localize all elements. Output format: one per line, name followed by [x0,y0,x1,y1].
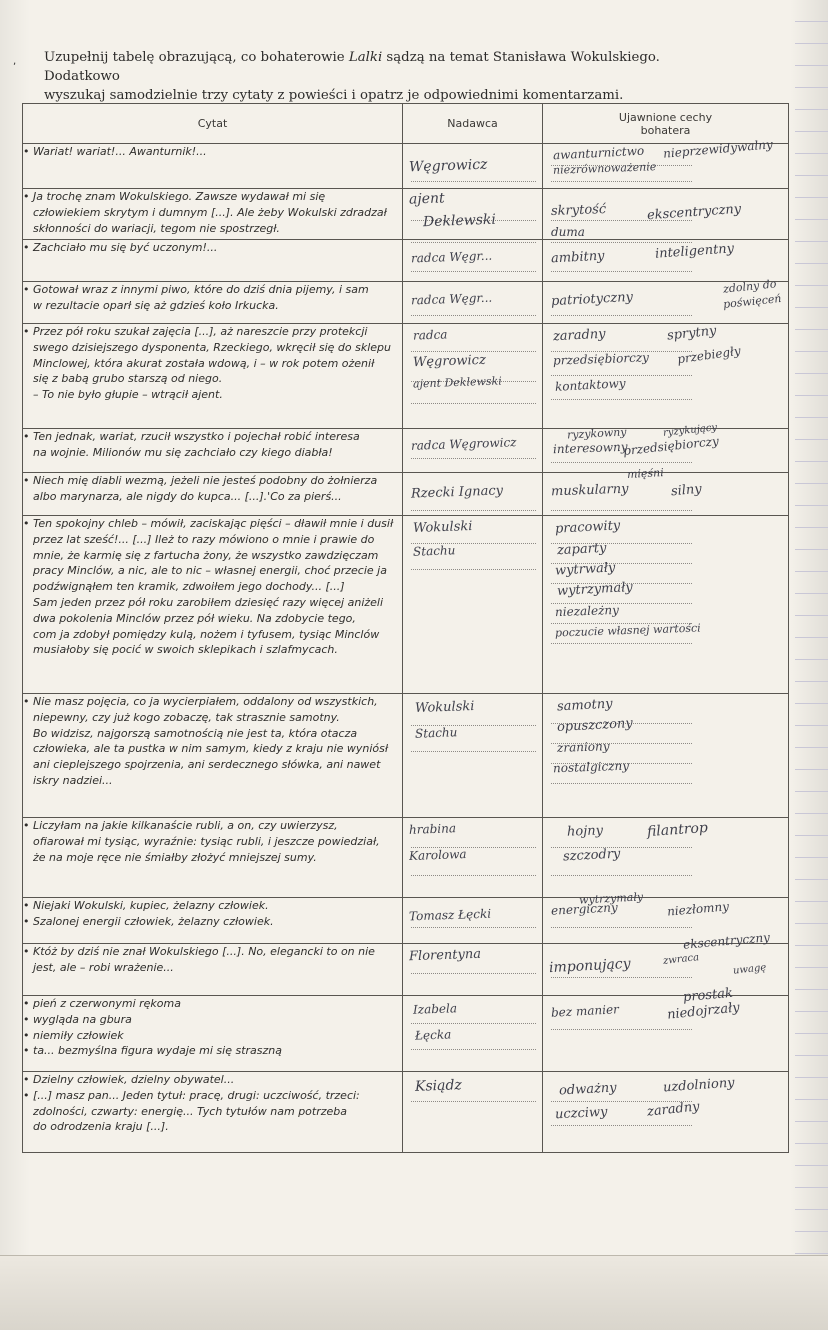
quote-line [23,741,402,757]
quote-line [23,473,402,489]
traits-cell [543,930,789,996]
sender-cell [403,144,543,189]
trait-handwriting: wytrzymały [578,890,644,907]
quote-text: Wariat! wariat!... Awanturnik!... [33,145,207,158]
quote-text: musiałoby się pocić w swoich sklepikach i szlafmycach. [33,643,338,657]
quote-text: Ten spokojny chleb – mówił, zaciskając pięści – dławił mnie i dusił [33,517,394,530]
sender-cell [403,189,543,240]
table-row [23,996,789,1072]
trait-handwriting: imponujący [548,955,631,977]
quote-line [23,205,402,221]
sender-handwriting: hrabina [408,821,457,837]
traits-cell [543,422,789,473]
quote-line [23,834,402,850]
trait-handwriting: uczciwy [554,1104,608,1123]
sender-cell [403,324,543,429]
trait-handwriting: wytrwały [554,560,616,579]
sender-handwriting: Tomasz Łęcki [408,906,492,924]
trait-handwriting: nostalgiczny [552,758,630,776]
quote-text: skłonności do wariacji, tegom nie spostrzegł. [33,221,280,235]
sender-cell [403,282,543,324]
quote-line [23,773,402,789]
trait-handwriting: kontaktowy [554,376,626,394]
sender-handwriting: Florentyna [408,946,482,965]
quote-line [23,850,402,866]
table-row [23,694,789,818]
trait-handwriting: zraniony [556,739,610,755]
sender-handwriting: ajent [408,190,445,208]
trait-handwriting: szczodry [562,846,621,865]
bullet-marker: • [23,899,30,912]
quote-cell [23,516,403,694]
quote-text: Gotował wraz z innymi piwo, które do dziś dnia pijemy, i sam [33,283,369,296]
traits-cell [543,277,789,324]
quote-text: człowiekiem skrytym i dumnym [...]. Ale żeby Wokulski zdradzał [33,205,387,219]
traits-cell [543,985,789,1072]
bullet-marker: • [23,1073,30,1086]
quote-line [23,340,402,356]
trait-handwriting: ryzykujący [662,422,718,439]
quote-text: Któż by dziś nie znał Wokulskiego [...]. No, elegancki to on nie [33,945,375,958]
trait-handwriting: skrytość [550,202,607,219]
sender-handwriting: Stachu [414,725,458,741]
quote-text: się z babą grubo starszą od niego. [33,372,223,386]
notebook-ruling [795,0,828,1329]
sender-handwriting: Deklewski [422,211,497,231]
quote-cell [23,240,403,282]
quote-line [23,189,402,205]
bullet-marker: • [23,145,30,158]
quote-line [23,710,402,726]
bullet-marker: • [23,1044,30,1058]
traits-cell [543,189,789,240]
page-bottom-edge [0,1255,828,1330]
traits-cell [543,324,789,429]
trait-handwriting: silny [670,481,703,500]
sender-handwriting: Rzecki Ignacy [410,483,504,502]
quote-cell [23,1072,403,1153]
trait-handwriting: zwraca [662,952,700,967]
quote-line [23,757,402,773]
trait-handwriting: muskularny [550,481,629,500]
bullet-marker: • [23,430,30,443]
quote-text: Niejaki Wokulski, kupiec, żelazny człowiek. [33,899,269,912]
sender-cell [403,996,543,1072]
quote-line [23,726,402,742]
bullet-marker: • [23,283,30,296]
quote-line [23,595,402,611]
traits-cell [543,137,789,189]
trait-handwriting: bez manier [550,1002,620,1020]
quote-line [23,611,402,627]
quote-text: Sam jeden przez pół roku zarobiłem dziesięć razy więcej aniżeli [33,595,384,609]
trait-handwriting: uzdolniony [662,1075,736,1096]
bullet-marker: • [23,517,30,530]
bullet-marker: • [23,945,30,958]
quote-line [23,1104,402,1120]
trait-handwriting: zaparty [556,540,607,559]
sender-handwriting: Węgrowicz [412,352,487,371]
instruction-book-title: Lalki [348,50,383,65]
quote-cell [23,324,403,429]
header-sender: Nadawca [403,104,543,144]
quote-line [23,489,402,505]
quote-line [23,324,402,340]
traits-cell [543,694,789,818]
quote-text: pień z czerwonymi rękoma [33,997,181,1010]
table-header-row [23,104,789,144]
quote-text: Nie masz pojęcia, co ja wycierpiałem, oddalony od wszystkich, [33,695,378,708]
traits-cell [543,240,789,282]
quote-line [23,1043,402,1059]
quote-text: podźwignąłem ten kramik, zdwoiłem jego dochody... [...] [33,580,345,594]
table-row [23,944,789,996]
instruction-line2: wyszukaj samodzielnie trzy cytaty z powieści i opatrz je odpowiednimi komentarzami. [44,88,624,103]
bullet-marker: • [23,325,30,338]
quote-text: dwa pokolenia Minclów przez pół wieku. Na zdobycie tego, [33,611,356,625]
header-traits-line1: Ujawnione cechy [618,110,713,124]
quote-text: wygląda na gbura [33,1012,132,1026]
quote-line [23,445,402,461]
trait-handwriting: niezrównoważenie [552,160,657,177]
sender-cell [403,240,543,282]
sender-handwriting: Ksiądz [414,1077,463,1095]
quote-text: swego dzisiejszego dysponenta, Rzeckiego, wkręcił się do sklepu [33,340,391,354]
sender-cell [403,1072,543,1153]
quote-line [23,818,402,834]
trait-handwriting: wytrzymały [556,580,634,599]
table-row [23,473,789,516]
table-row [23,144,789,189]
sender-handwriting: Stachu [412,543,456,559]
trait-handwriting: zaradny [552,326,606,345]
quote-text: Ja trochę znam Wokulskiego. Zawsze wydawał mi się [33,190,326,203]
quote-line [23,356,402,372]
table-row [23,818,789,898]
sender-handwriting: Węgrowicz [408,156,488,176]
table-row [23,282,789,324]
trait-handwriting: nieprzewidywalny [662,137,774,161]
quote-cell [23,429,403,473]
bullet-marker: • [23,241,30,254]
instruction-part2: sądzą na temat Stanisława Wokulskiego. Dodatkowo [44,50,660,84]
table-row [23,240,789,282]
trait-handwriting: awanturnictwo [552,143,645,163]
quote-cell [23,694,403,818]
sender-handwriting: Wokulski [412,518,473,537]
trait-handwriting: filantrop [646,819,709,841]
quote-text: Szalonej energii człowiek, żelazny człowiek. [33,914,274,928]
sender-cell [403,429,543,473]
trait-handwriting: patriotyczny [550,289,634,310]
quote-cell [23,473,403,516]
table-row [23,324,789,429]
quote-text: niemiły człowiek [33,1028,124,1042]
quote-text: Ten jednak, wariat, rzucił wszystko i pojechał robić interesa [33,430,360,443]
quote-text: ta... bezmyślna figura wydaje mi się straszną [33,1044,282,1058]
quote-text: ani cieplejszego spojrzenia, ani serdecznego słówka, ani nawet [33,758,381,772]
quote-line [23,694,402,710]
margin-mark: , [13,56,17,67]
quote-line [23,1072,402,1088]
quote-line [23,240,402,256]
sender-cell [403,694,543,818]
sender-handwriting: radca Węgr... [410,290,493,308]
quote-line [23,516,402,532]
quote-line [23,221,402,237]
bullet-marker: • [23,474,30,487]
quote-text: Dzielny człowiek, dzielny obywatel... [33,1073,235,1086]
quote-cell [23,818,403,898]
quote-cell [23,944,403,996]
sender-handwriting: Izabela [412,1001,458,1017]
quote-text: w rezultacie oparł się aż gdzieś koło Irkucka. [33,298,279,312]
quote-line [23,579,402,595]
sender-cell [403,473,543,516]
quote-cell [23,898,403,944]
quote-line [23,944,402,960]
trait-handwriting: zdolny do [722,277,777,296]
table-row [23,898,789,944]
task-instruction [44,48,724,105]
bullet-marker: • [23,1028,30,1042]
quote-cell [23,144,403,189]
trait-handwriting: niezłomny [666,899,730,919]
sender-handwriting: radca [412,327,448,343]
traits-cell [543,466,789,516]
quote-text: pracy Minclów, a nic, ale to nic – własnej energii, choć przecie ja [33,564,387,578]
quote-text: – To nie było głupie – wtrącił ajent. [33,388,223,402]
sender-cell [403,818,543,898]
trait-handwriting: przedsiębiorczy [552,350,650,368]
trait-handwriting: odważny [558,1080,617,1099]
trait-handwriting: inteligentny [654,241,735,262]
trait-handwriting: hojny [566,823,604,840]
quote-text: iskry nadziei... [33,773,113,787]
trait-handwriting: duma [551,225,585,239]
table-row [23,429,789,473]
table-row [23,189,789,240]
trait-handwriting: mięśni [626,466,665,481]
quote-text: albo marynarza, ale nigdy do kupca... [...].'Co za pierś... [33,489,342,503]
quote-line [23,898,402,914]
sender-cell [403,898,543,944]
quote-line [23,429,402,445]
quote-line [23,1028,402,1044]
sender-cell [403,516,543,694]
quote-line [23,532,402,548]
sender-cell [403,944,543,996]
trait-handwriting: ekscentryczny [646,201,742,224]
characters-table [22,103,789,1153]
header-traits-line2: bohatera [640,123,691,137]
trait-handwriting: sprytny [666,323,718,344]
quote-cell [23,282,403,324]
trait-handwriting: ryzykowny [566,425,627,442]
quote-text: człowieka, ale ta pustka w nim samym, kiedy z kraju nie wyniósł [33,742,389,756]
quote-line [23,914,402,930]
header-traits [543,104,789,144]
sender-handwriting: radca Węgr... [410,248,493,266]
trait-handwriting: samotny [556,696,613,715]
quote-text: że na moje ręce nie śmiałby złożyć mniejszej sumy. [33,850,317,864]
quote-text: przez lat sześć!... [...] Ileż to razy mówiono o mnie i prawie do [33,532,375,546]
sender-handwriting: ajent Deklewski [412,374,502,391]
quote-text: ofiarował mi tysiąc, wyraźnie: tysiąc rubli, i jeszcze powiedział, [33,834,380,848]
quote-line [23,1012,402,1028]
quote-line [23,642,402,658]
quote-text: Bo widzisz, najgorszą samotnością nie jest ta, która otacza [33,726,358,740]
traits-cell [543,818,789,898]
table-row [23,1072,789,1153]
quote-text: mnie, że karmię się z fartucha żony, że wszystko zawdzięczam [33,548,379,562]
quote-line [23,563,402,579]
trait-handwriting: zaradny [646,1099,701,1120]
quote-text: do odrodzenia kraju [...]. [33,1120,169,1134]
trait-handwriting: energiczny [550,900,619,918]
quote-cell [23,189,403,240]
trait-handwriting: niezależny [554,602,620,620]
quote-line [23,387,402,403]
table-row [23,516,789,694]
quote-line [23,548,402,564]
trait-handwriting: przebiegły [676,343,742,367]
quote-line [23,144,402,160]
sender-handwriting: Wokulski [414,698,475,717]
quote-line [23,996,402,1012]
trait-handwriting: przedsiębiorczy [622,434,720,458]
trait-handwriting: uwagę [732,962,767,977]
quote-line [23,1088,402,1104]
quote-line [23,1119,402,1135]
header-quote: Cytat [23,104,403,144]
traits-cell [543,1072,789,1153]
trait-handwriting: poczucie własnej wartości [554,621,701,640]
quote-text: com ja zdobył pomiędzy kulą, nożem i tyfusem, tysiąc Minclów [33,627,380,641]
quote-text: niepewny, czy już kogo zobaczę, tak strasznie samotny. [33,710,340,724]
instruction-part1: Uzupełnij tabelę obrazującą, co bohaterowie [44,50,349,65]
sender-handwriting: Karolowa [408,846,467,864]
trait-handwriting: interesowny [552,439,628,457]
trait-handwriting: poświęceń [722,291,783,312]
quote-text: Liczyłam na jakie kilkanaście rubli, a on, czy uwierzysz, [33,819,338,832]
trait-handwriting: niedojrzały [666,1000,741,1023]
quote-line [23,282,402,298]
bullet-marker: • [23,1012,30,1026]
trait-handwriting: prostak [682,985,734,1006]
trait-handwriting: pracowity [554,518,621,537]
sender-handwriting: Łęcka [414,1027,452,1043]
quote-text: Minclowej, która akurat została wdową, i – w rok potem ożenił [33,356,375,370]
quote-text: Niech mię diabli wezmą, jeżeli nie jesteś podobny do żołnierza [33,474,378,487]
quote-text: zdolności, czwarty: energię... Tych tytułów nam potrzeba [33,1104,348,1118]
quote-text: Zachciało mu się być uczonym!... [33,241,218,254]
bullet-marker: • [23,819,30,832]
traits-cell [543,516,789,694]
quote-line [23,627,402,643]
quote-line [23,298,402,314]
quote-text: [...] masz pan... Jeden tytuł: pracę, drugi: uczciwość, trzeci: [33,1088,360,1102]
quote-text: jest, ale – robi wrażenie... [33,960,174,974]
quote-text: na wojnie. Milionów mu się zachciało czy kiego diabła! [33,445,333,459]
sender-handwriting: radca Węgrowicz [410,435,517,453]
quote-line [23,371,402,387]
bullet-marker: • [23,997,30,1010]
trait-handwriting: ekscentryczny [682,930,771,952]
quote-line [23,960,402,976]
bullet-marker: • [23,1088,30,1102]
bullet-marker: • [23,190,30,203]
trait-handwriting: opuszczony [556,716,634,735]
quote-text: Przez pół roku szukał zajęcia [...], aż nareszcie przy protekcji [33,325,368,338]
trait-handwriting: ambitny [550,248,605,267]
quote-cell [23,996,403,1072]
bullet-marker: • [23,914,30,928]
bullet-marker: • [23,695,30,708]
